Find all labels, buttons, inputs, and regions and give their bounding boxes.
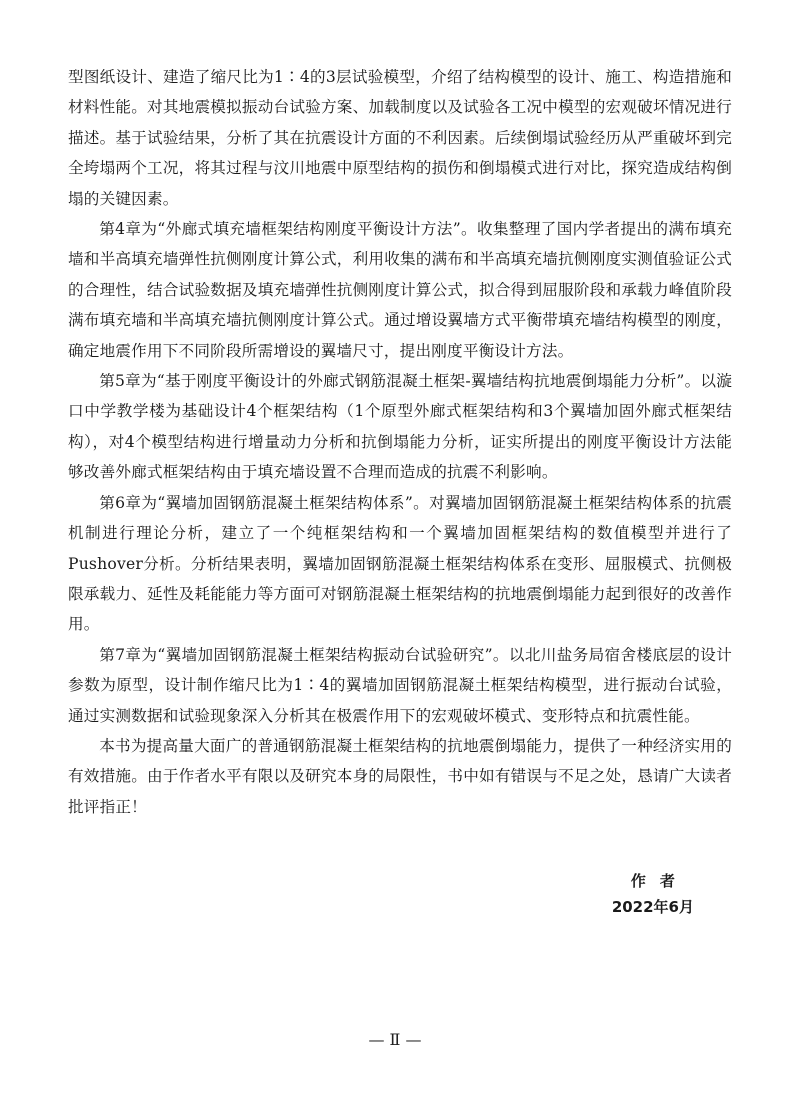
paragraph-chapter-5: 第5章为“基于刚度平衡设计的外廊式钢筋混凝土框架-翼墙结构抗地震倒塌能力分析”。以漩口中学教学楼为基础设计4个框架结构（1个原型外廊式框架结构和3个翼墙加固外廊式框架结构），对4个模型结构进行增量动力分析和抗倒塌能力分析，证实所提出的刚度平衡设计方法能够改善外廊式框架结构由于填充墙设置不合理而造成的抗震不利影响。 <box>68 372 732 482</box>
paragraph-chapter-7: 第7章为“翼墙加固钢筋混凝土框架结构振动台试验研究”。以北川盐务局宿舍楼底层的设计参数为原型，设计制作缩尺比为1∶4的翼墙加固钢筋混凝土框架结构模型，进行振动台试验，通过实测数据和试验现象深入分析其在极震作用下的宏观破坏模式、变形特点和抗震性能。 <box>68 645 732 725</box>
paragraph-chapter-4: 第4章为“外廊式填充墙框架结构刚度平衡设计方法”。收集整理了国内学者提出的满布填充墙和半高填充墙弹性抗侧刚度计算公式，利用收集的满布和半高填充墙抗侧刚度实测值验证公式的合理性，结合试验数据及填充墙弹性抗侧刚度计算公式，拟合得到屈服阶段和承载力峰值阶段满布填充墙和半高填充墙抗侧刚度计算公式。通过增设翼墙方式平衡带填充墙结构模型的刚度，确定地震作用下不同阶段所需增设的翼墙尺寸，提出刚度平衡设计方法。 <box>68 220 732 360</box>
paragraph-closing: 本书为提高量大面广的普通钢筋混凝土框架结构的抗地震倒塌能力，提供了一种经济实用的有效措施。由于作者水平有限以及研究本身的局限性，书中如有错误与不足之处，恳请广大读者批评指正！ <box>68 736 732 816</box>
signature-author: 作者 <box>630 872 689 890</box>
paragraph-chapter-6: 第6章为“翼墙加固钢筋混凝土框架结构体系”。对翼墙加固钢筋混凝土框架结构体系的抗震机制进行理论分析，建立了一个纯框架结构和一个翼墙加固框架结构的数值模型并进行了Pushover分析。分析结果表明，翼墙加固钢筋混凝土框架结构体系在变形、屈服模式、抗侧极限承载力、延性及耗能能力等方面可对钢筋混凝土框架结构的抗地震倒塌能力起到很好的改善作用。 <box>68 493 732 634</box>
signature-block <box>612 868 694 920</box>
preface-body <box>68 62 732 822</box>
signature-date: 2022年6月 <box>611 898 694 916</box>
paragraph-continuation: 型图纸设计、建造了缩尺比为1∶4的3层试验模型，介绍了结构模型的设计、施工、构造措施和材料性能。对其地震模拟振动台试验方案、加载制度以及试验各工况中模型的宏观破坏情况进行描述。基于试验结果，分析了其在抗震设计方面的不利因素。后续倒塌试验经历从严重破坏到完全垮塌两个工况，将其过程与汶川地震中原型结构的损伤和倒塌模式进行对比，探究造成结构倒塌的关键因素。 <box>68 68 732 208</box>
page-number: — Ⅱ — <box>368 1030 422 1049</box>
